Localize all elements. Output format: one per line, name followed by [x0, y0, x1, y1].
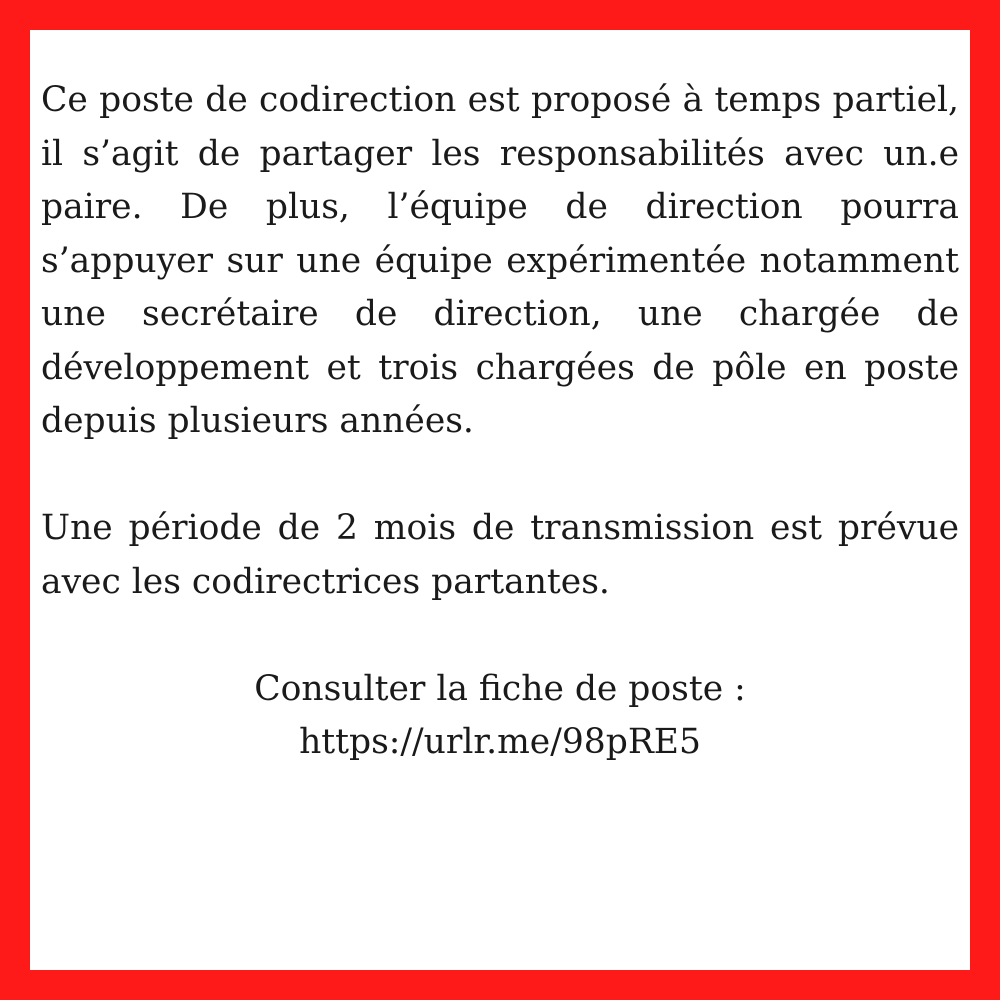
job-sheet-label: Consulter la fiche de poste :: [254, 668, 746, 709]
paragraph-transition-period: Une période de 2 mois de transmission est prévue avec les codirectrices partantes.: [41, 508, 959, 602]
announcement-body: [41, 74, 959, 770]
paragraph-position-description: Ce poste de codirection est proposé à temps partiel, il s’agit de partager les responsabilités avec un.e paire. De plus, l’équipe de direction pourra s’appuyer sur une équipe expérimentée notamment une secrétaire de direction, une chargée de développement et trois chargées de pôle en poste depuis plusieurs années.: [41, 80, 959, 441]
job-sheet-callout: [41, 663, 959, 770]
job-sheet-url[interactable]: https://urlr.me/98pRE5: [299, 722, 701, 762]
